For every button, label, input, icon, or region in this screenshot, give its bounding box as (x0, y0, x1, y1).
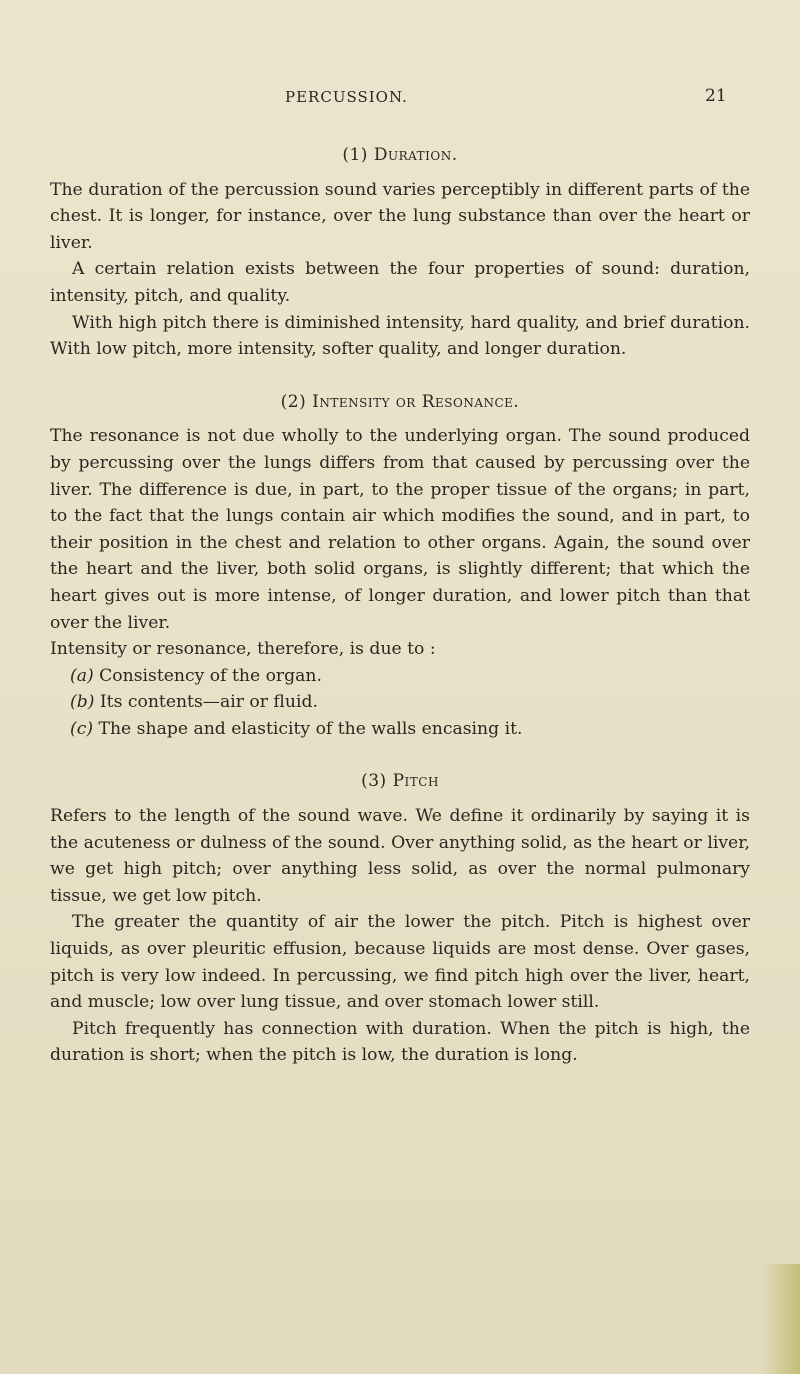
section-title: Intensity or Resonance. (312, 391, 520, 412)
list-item (70, 716, 750, 743)
list-mark: (c) (70, 718, 94, 739)
list-item (70, 663, 750, 690)
page-body (50, 120, 750, 1069)
section-heading-duration (50, 142, 750, 169)
paragraph: Pitch frequently has connection with duration. When the pitch is high, the duration is short; when the pitch is low, the duration is long. (50, 1018, 750, 1066)
section-number: (1) (342, 145, 368, 165)
paragraph: With high pitch there is diminished intensity, hard quality, and brief duration. With low pitch, more intensity, softer quality, and longer duration. (50, 312, 750, 360)
paragraph: The duration of the percussion sound varies perceptibly in different parts of the chest. It is longer, for instance, over the lung substance than over the heart or liver. (50, 179, 750, 253)
list-text: Consistency of the organ. (99, 665, 322, 686)
paragraph: The greater the quantity of air the lower the pitch. Pitch is highest over liquids, as over pleuritic effusion, because liquids are most dense. Over gases, pitch is very low indeed. In percussing, we find pitch high over the liver, heart, and muscle; low over lung tissue, and over stomach lower still. (50, 912, 750, 1013)
section-heading-intensity (50, 389, 750, 416)
page-number: 21 (705, 86, 727, 106)
running-head: PERCUSSION. (285, 88, 408, 106)
section-title: Pitch (392, 771, 439, 792)
paragraph: The resonance is not due wholly to the underlying organ. The sound produced by percussing over the lungs differs from that caused by percussing over the liver. The difference is due, in part, to the proper tissue of the organs; in part, to the fact that the lungs contain air which modifies the sound, and in part, to their position in the chest and relation to other organs. Again, the sound over the heart and the liver, both solid organs, is slightly different; that which the heart gives out is more intense, of longer duration, and lower pitch than that over the liver. (50, 426, 750, 633)
page-edge-stain (760, 1264, 800, 1374)
paragraph: A certain relation exists between the four properties of sound: duration, intensity, pitch, and quality. (50, 259, 750, 306)
section-title: Duration. (373, 145, 458, 165)
list-item (70, 689, 750, 716)
paragraph: Refers to the length of the sound wave. We define it ordinarily by saying it is the acuteness or dulness of the sound. Over anything solid, as the heart or liver, we get high pitch; over anything less solid, as over the normal pulmonary tissue, we get low pitch. (50, 806, 750, 906)
section-number: (2) (280, 391, 307, 412)
section-heading-pitch (50, 768, 750, 795)
list-mark: (b) (70, 692, 95, 713)
list-text: Its contents—air or fluid. (99, 692, 318, 713)
list-text: The shape and elasticity of the walls encasing it. (98, 718, 523, 739)
list-mark: (a) (70, 665, 94, 686)
section-number: (3) (361, 771, 387, 792)
paragraph: Intensity or resonance, therefore, is due to : (50, 639, 436, 660)
